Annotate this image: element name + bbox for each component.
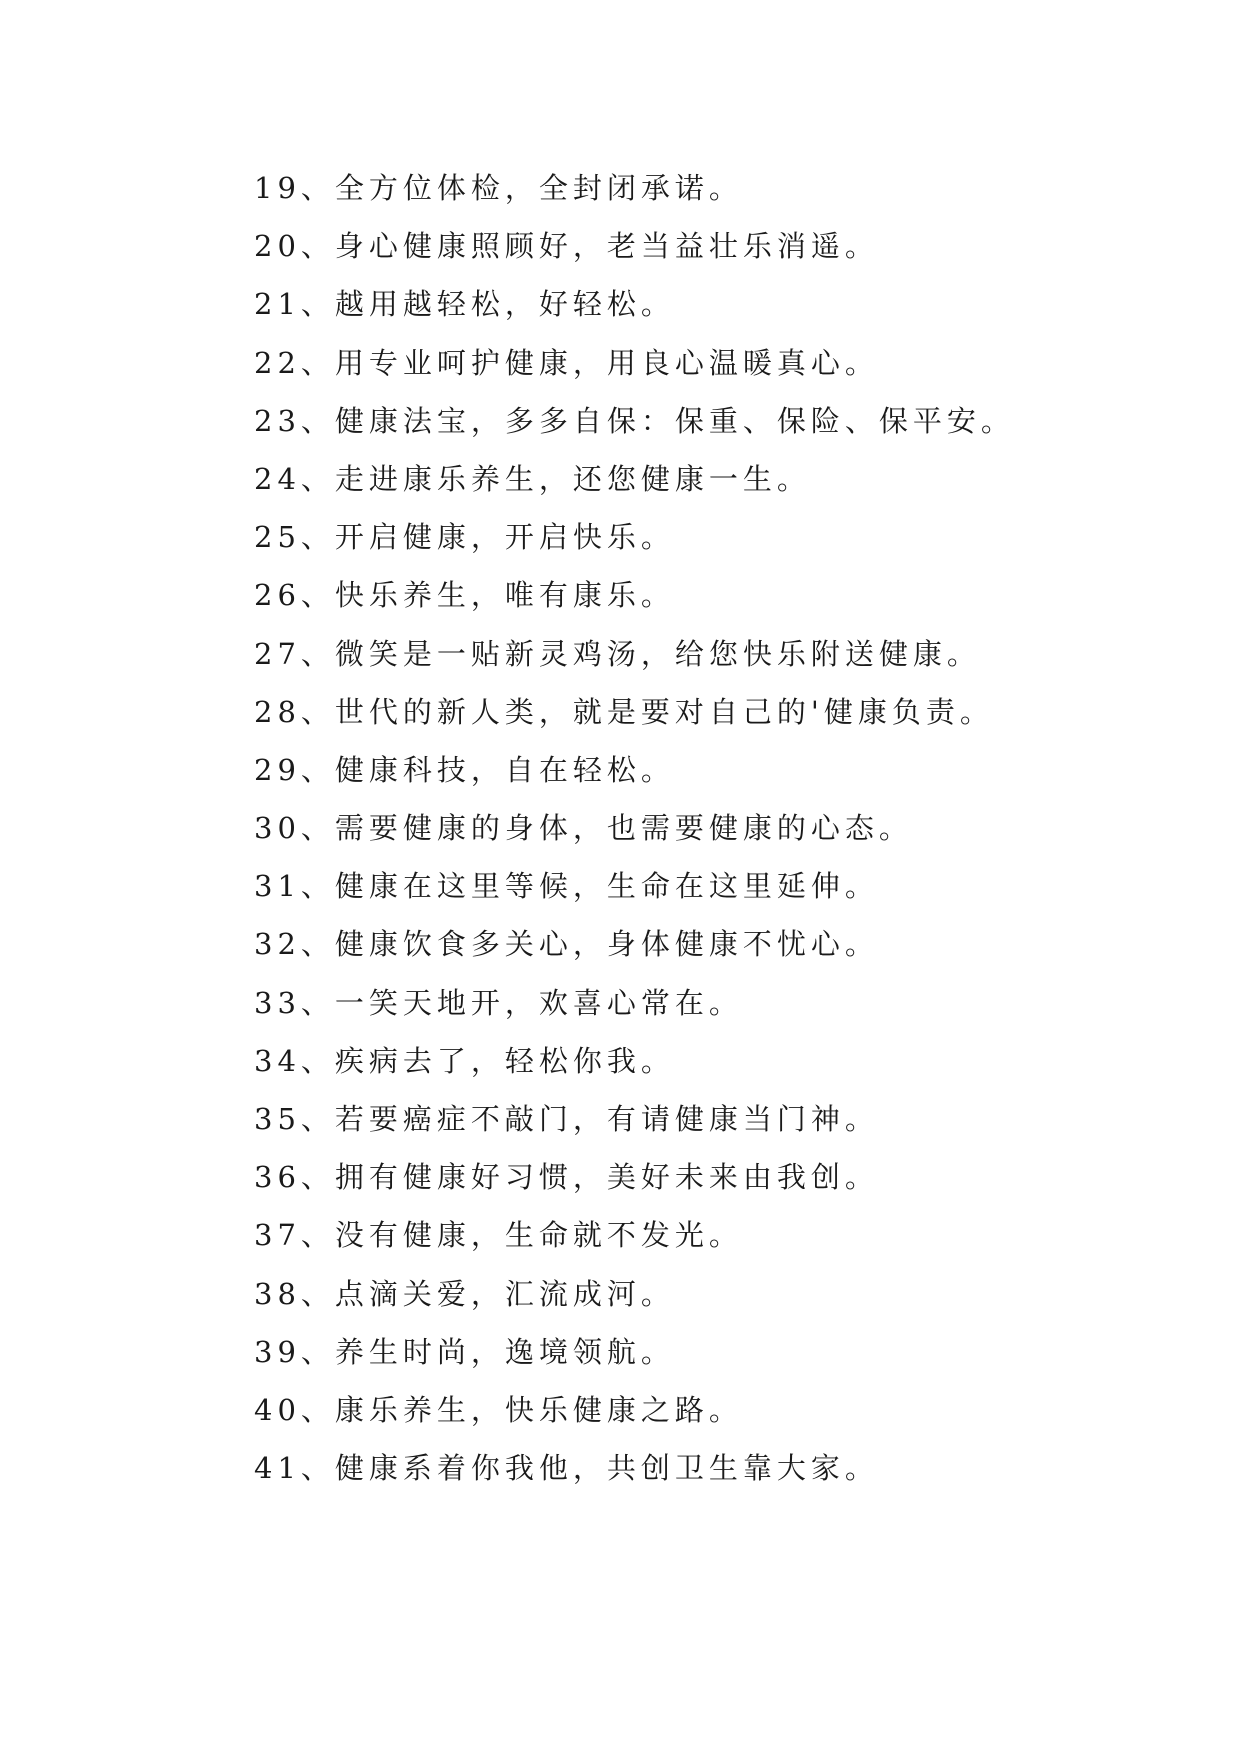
slogan-line: 32、健康饮食多关心，身体健康不忧心。 (254, 927, 879, 962)
slogan-line: 35、若要癌症不敲门，有请健康当门神。 (254, 1102, 879, 1136)
slogan-list (254, 159, 1015, 1497)
slogan-line: 30、需要健康的身体，也需要健康的心态。 (254, 811, 913, 846)
slogan-line: 28、世代的新人类，就是要对自己的'健康负责。 (254, 694, 994, 729)
slogan-line: 20、身心健康照顾好，老当益壮乐消遥。 (254, 229, 879, 264)
slogan-line: 39、养生时尚，逸境领航。 (254, 1334, 675, 1369)
slogan-line: 37、没有健康，生命就不发光。 (254, 1218, 743, 1253)
slogan-line: 25、开启健康，开启快乐。 (254, 520, 675, 555)
slogan-line: 40、康乐养生，快乐健康之路。 (254, 1392, 743, 1427)
slogan-line: 19、全方位体检，全封闭承诺。 (254, 171, 743, 205)
slogan-line: 33、一笑天地开，欢喜心常在。 (254, 985, 743, 1020)
slogan-line: 34、疾病去了，轻松你我。 (254, 1043, 675, 1078)
slogan-line: 26、快乐养生，唯有康乐。 (254, 578, 675, 613)
slogan-line: 36、拥有健康好习惯，美好未来由我创。 (254, 1160, 879, 1195)
slogan-line: 27、微笑是一贴新灵鸡汤，给您快乐附送健康。 (254, 636, 981, 671)
slogan-line: 38、点滴关爱，汇流成河。 (254, 1276, 675, 1311)
slogan-line: 31、健康在这里等候，生命在这里延伸。 (254, 869, 879, 904)
slogan-line: 41、健康系着你我他，共创卫生靠大家。 (254, 1451, 879, 1486)
slogan-line: 23、健康法宝，多多自保：保重、保险、保平安。 (254, 403, 1015, 438)
slogan-line: 21、越用越轻松，好轻松。 (254, 287, 675, 322)
slogan-line: 22、用专业呵护健康，用良心温暖真心。 (254, 345, 879, 380)
slogan-line: 24、走进康乐养生，还您健康一生。 (254, 461, 811, 496)
slogan-line: 29、健康科技，自在轻松。 (254, 752, 675, 787)
